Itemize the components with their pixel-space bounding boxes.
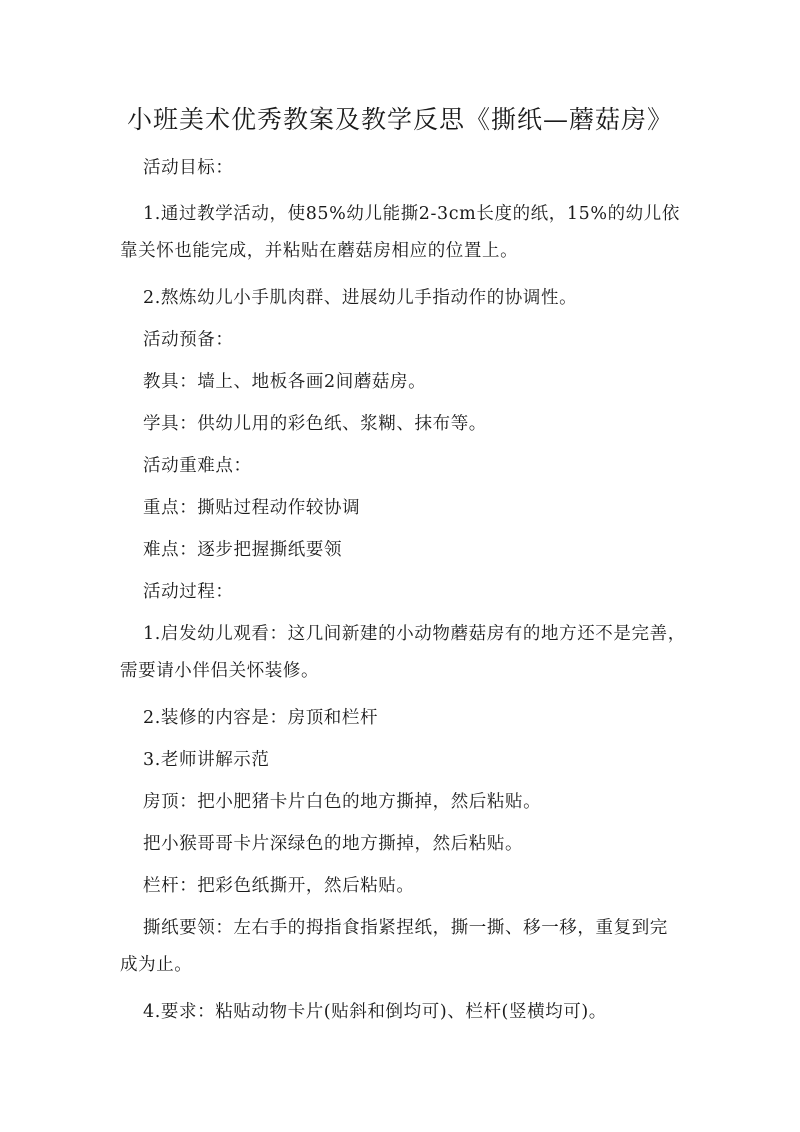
paragraph-difficult-point: [120, 532, 695, 569]
paragraph-objective-2: [120, 280, 695, 317]
paragraph-line: 活动预备：: [143, 330, 234, 350]
paragraph-line: 把小猴哥哥卡片深绿色的地方撕掉，然后粘贴。: [143, 834, 524, 854]
paragraph-line: 3.老师讲解示范: [143, 750, 270, 770]
paragraph-roof-demo: [120, 784, 695, 821]
paragraph-learning-aids: [120, 406, 695, 443]
paragraph-line: 学具：供幼儿用的彩色纸、浆糊、抹布等。: [143, 414, 487, 434]
paragraph-line: 1.通过教学活动，使85%幼儿能撕2-3cm长度的纸，15%的幼儿依: [143, 204, 680, 224]
paragraph-objective-1: [120, 196, 695, 270]
paragraph-line: 房顶：把小肥猪卡片白色的地方撕掉，然后粘贴。: [143, 792, 542, 812]
paragraph-line: 2.熬炼幼儿小手肌肉群、进展幼儿手指动作的协调性。: [143, 288, 578, 308]
paragraph-key-points-heading: [120, 448, 695, 485]
paragraph-line: 活动重难点：: [143, 456, 252, 476]
paragraph-process-heading: [120, 574, 695, 611]
paragraph-key-point: [120, 490, 695, 527]
paragraph-line: 教具：墙上、地板各画2间蘑菇房。: [143, 372, 427, 392]
paragraph-line: 需要请小伴侣关怀装修。: [120, 661, 320, 681]
paragraph-line: 栏杆：把彩色纸撕开，然后粘贴。: [143, 876, 415, 896]
paragraph-railing-demo: [120, 868, 695, 905]
paragraph-line: 重点：撕贴过程动作较协调: [143, 498, 361, 518]
paragraph-objectives-heading: [120, 150, 695, 187]
paragraph-process-step-4: [120, 994, 695, 1031]
paragraph-line: 1.启发幼儿观看：这几间新建的小动物蘑菇房有的地方还不是完善，: [143, 624, 686, 644]
paragraph-line: 撕纸要领：左右手的拇指食指紧捏纸，撕一撕、移一移，重复到完: [143, 918, 668, 938]
paragraph-teaching-aids: [120, 364, 695, 401]
paragraph-monkey-card-demo: [120, 826, 695, 863]
paragraph-line: 靠关怀也能完成，并粘贴在蘑菇房相应的位置上。: [120, 241, 519, 261]
paragraph-line: 活动目标：: [143, 158, 234, 178]
paragraph-process-step-3: [120, 742, 695, 779]
paragraph-tearing-tips: [120, 910, 695, 984]
paragraph-line: 4.要求：粘贴动物卡片(贴斜和倒均可)、栏杆(竖横均可)。: [143, 1002, 607, 1022]
paragraph-preparation-heading: [120, 322, 695, 359]
page-title: 小班美术优秀教案及教学反思《撕纸—蘑菇房》: [126, 105, 673, 134]
paragraph-process-step-2: [120, 700, 695, 737]
paragraph-line: 活动过程：: [143, 582, 234, 602]
paragraph-line: 难点：逐步把握撕纸要领: [143, 540, 343, 560]
paragraph-process-step-1: [120, 616, 695, 690]
paragraph-line: 2.装修的内容是：房顶和栏杆: [143, 708, 379, 728]
paragraph-line: 成为止。: [120, 955, 193, 975]
